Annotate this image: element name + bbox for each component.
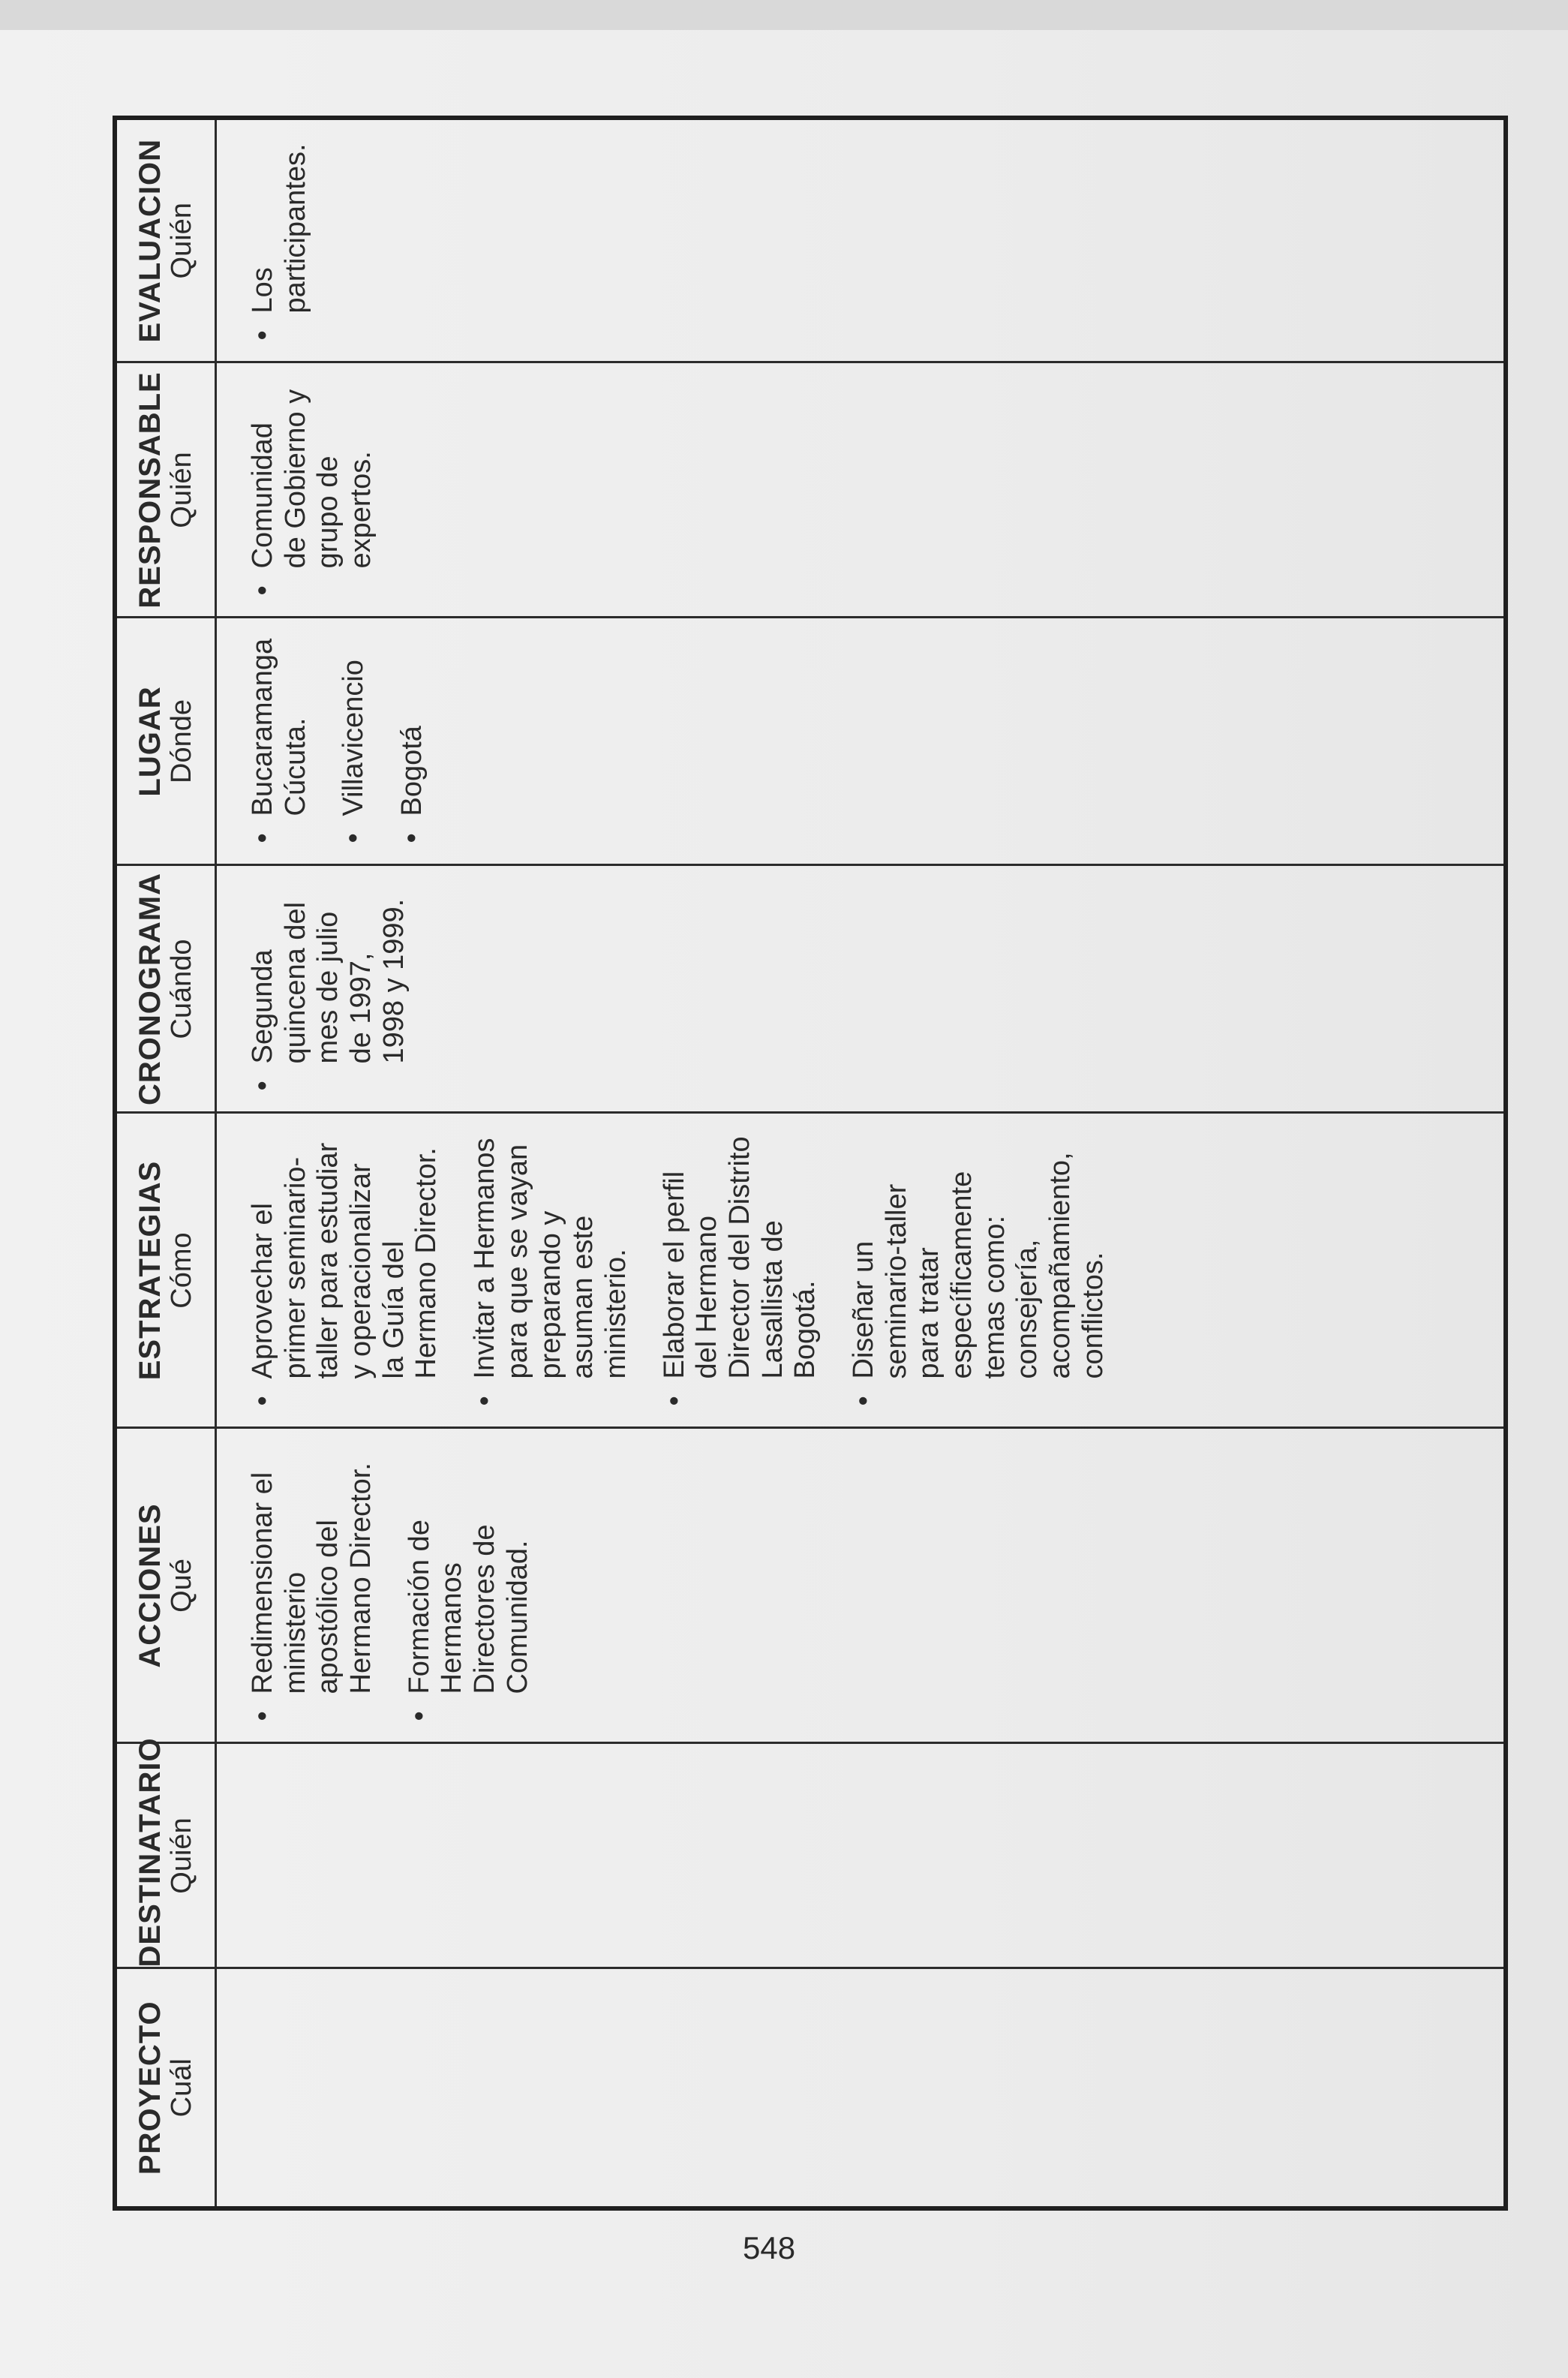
header-row bbox=[115, 118, 216, 2208]
header-title: PROYECTO bbox=[134, 2001, 167, 2175]
cell-cronograma bbox=[216, 865, 1506, 1113]
content-row bbox=[216, 118, 1506, 2208]
header-subtitle: Cuál bbox=[166, 2058, 198, 2118]
header-acciones bbox=[115, 1428, 216, 1743]
header-title: DESTINATARIO bbox=[134, 1737, 167, 1968]
header-estrategias bbox=[115, 1113, 216, 1428]
page-number: 548 bbox=[743, 2230, 796, 2265]
list-item: • Los participantes. bbox=[247, 140, 312, 342]
header-subtitle: Quién bbox=[166, 203, 198, 279]
header-subtitle: Quién bbox=[166, 1817, 198, 1894]
list-item: • Bucaramanga Cúcuta. bbox=[247, 639, 312, 845]
header-subtitle: Cuándo bbox=[166, 939, 198, 1039]
header-subtitle: Qué bbox=[166, 1559, 198, 1613]
header-proyecto bbox=[115, 1968, 216, 2208]
cell-proyecto bbox=[216, 1968, 1506, 2208]
cell-list bbox=[247, 886, 410, 1093]
header-title: LUGAR bbox=[134, 686, 167, 797]
header-title: ACCIONES bbox=[134, 1503, 167, 1668]
cell-destinatario bbox=[216, 1743, 1506, 1968]
list-item: • Comunidad de Gobierno y grupo de expertos. bbox=[247, 383, 378, 597]
cell-acciones bbox=[216, 1428, 1506, 1743]
header-subtitle: Quién bbox=[166, 452, 198, 528]
list-item: • Segunda quincena del mes de julio de 1997, 1998 y 1999. bbox=[247, 886, 410, 1093]
header-subtitle: Cómo bbox=[166, 1232, 198, 1309]
cell-list bbox=[247, 639, 429, 845]
cell-responsable bbox=[216, 362, 1506, 618]
header-title: RESPONSABLE bbox=[134, 371, 167, 609]
list-item: • Aprovechar el primer seminario-taller para estudiar y operacionalizar la Guía del Hermano Director. bbox=[247, 1134, 443, 1408]
list-item: • Redimensionar el ministerio apostólico del Hermano Director. bbox=[247, 1449, 378, 1723]
header-title: ESTRATEGIAS bbox=[134, 1160, 167, 1381]
list-item: • Formación de Hermanos Directores de Comunidad. bbox=[404, 1449, 535, 1723]
header-cronograma bbox=[115, 865, 216, 1113]
header-evaluacion bbox=[115, 118, 216, 362]
list-item: • Diseñar un seminario-taller para tratar específicamente temas como: consejería, acompañamiento, conflictos. bbox=[848, 1134, 1110, 1408]
cell-list bbox=[247, 1134, 1110, 1408]
planning-table-rotated bbox=[113, 120, 1508, 2211]
cell-list bbox=[247, 1449, 535, 1723]
cell-evaluacion bbox=[216, 118, 1506, 362]
header-title: CRONOGRAMA bbox=[134, 873, 167, 1105]
cell-estrategias bbox=[216, 1113, 1506, 1428]
cell-lugar bbox=[216, 618, 1506, 865]
planning-table bbox=[113, 116, 1508, 2211]
cell-list bbox=[247, 140, 312, 342]
list-item: • Villavicencio bbox=[338, 639, 371, 845]
header-responsable bbox=[115, 362, 216, 618]
cell-list bbox=[247, 383, 378, 597]
header-title: EVALUACION bbox=[134, 139, 167, 343]
list-item: • Invitar a Hermanos para que se vayan preparando y asuman este ministerio. bbox=[469, 1134, 632, 1408]
header-lugar bbox=[115, 618, 216, 865]
header-destinatario bbox=[115, 1737, 216, 1968]
list-item: • Elaborar el perfil del Hermano Director del Distrito Lasallista de Bogotá. bbox=[659, 1134, 822, 1408]
list-item: • Bogotá bbox=[396, 639, 429, 845]
header-subtitle: Dónde bbox=[166, 699, 198, 783]
